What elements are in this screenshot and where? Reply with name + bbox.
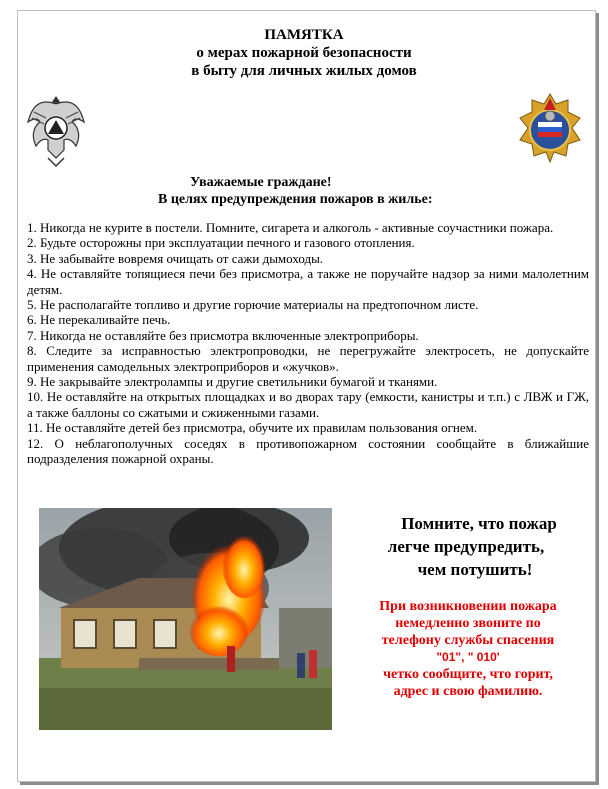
rule-item: 1. Никогда не курите в постели. Помните, сигарета и алкоголь - активные соучастники пожара. bbox=[27, 220, 554, 235]
emergency-line: немедленно звоните по bbox=[395, 616, 541, 631]
doc-subtitle-line2: в быту для личных жилых домов bbox=[191, 63, 417, 79]
greeting-heading: Уважаемые граждане! bbox=[190, 175, 332, 190]
rule-item: 2. Будьте осторожны при эксплуатации печного и газового отопления. bbox=[27, 235, 415, 251]
emergency-line: телефону службы спасения bbox=[381, 633, 555, 648]
emergency-line: четко сообщите, что горит, bbox=[383, 667, 553, 682]
rule-item: 3. Не забывайте вовремя очищать от сажи дымоходы. bbox=[27, 250, 324, 266]
remember-slogan bbox=[340, 512, 592, 581]
eagle-emblem-icon bbox=[26, 88, 86, 168]
doc-title: ПАМЯТКА bbox=[264, 27, 344, 43]
rule-item: 11. Не оставляйте детей без присмотра, обучите их правилам пользования огнем. bbox=[27, 420, 478, 436]
burning-house-photo bbox=[39, 508, 332, 730]
rule-item: 9. Не закрывайте электролампы и другие светильники бумагой и тканями. bbox=[27, 374, 438, 390]
remember-line: чем потушить! bbox=[417, 560, 533, 579]
rules-list bbox=[27, 220, 589, 467]
emergency-phone-numbers: "01", " 010' bbox=[436, 650, 500, 664]
rule-item: 10. Не оставляйте на открытых площадках и во дворах тару (емкости, канистры и т.п.) с ЛВЖ и ГЖ, а также баллоны со сжатыми и сжиженными газами. bbox=[27, 389, 589, 420]
emergency-line: адрес и свою фамилию. bbox=[393, 684, 543, 699]
rule-item: 7. Никогда не оставляйте без присмотра включенные электроприборы. bbox=[27, 327, 419, 343]
remember-line: Помните, что пожар bbox=[401, 514, 557, 533]
rule-item: 6. Не перекаливайте печь. bbox=[27, 312, 171, 328]
rule-item: 4. Не оставляйте топящиеся печи без присмотра, а также не поручайте надзор за ними малолетним детям. bbox=[27, 266, 589, 297]
fire-badge-emblem-icon bbox=[518, 92, 582, 164]
rule-item: 8. Следите за исправностью электропроводки, не перегружайте электросеть, не допускайте применения самодельных электроприборов и «жучков». bbox=[27, 343, 589, 374]
emergency-instructions bbox=[342, 598, 594, 700]
remember-line: легче предупредить, bbox=[387, 537, 545, 556]
greeting-subheading: В целях предупреждения пожаров в жилье: bbox=[158, 192, 433, 207]
rule-item: 5. Не располагайте топливо и другие горючие материалы на предтопочном листе. bbox=[27, 297, 479, 313]
emergency-line: При возникновении пожара bbox=[379, 599, 557, 614]
rule-item: 12. О неблагополучных соседях в противопожарном состоянии сообщайте в ближайшие подразделения пожарной охраны. bbox=[27, 435, 589, 467]
doc-subtitle-line1: о мерах пожарной безопасности bbox=[196, 45, 412, 61]
